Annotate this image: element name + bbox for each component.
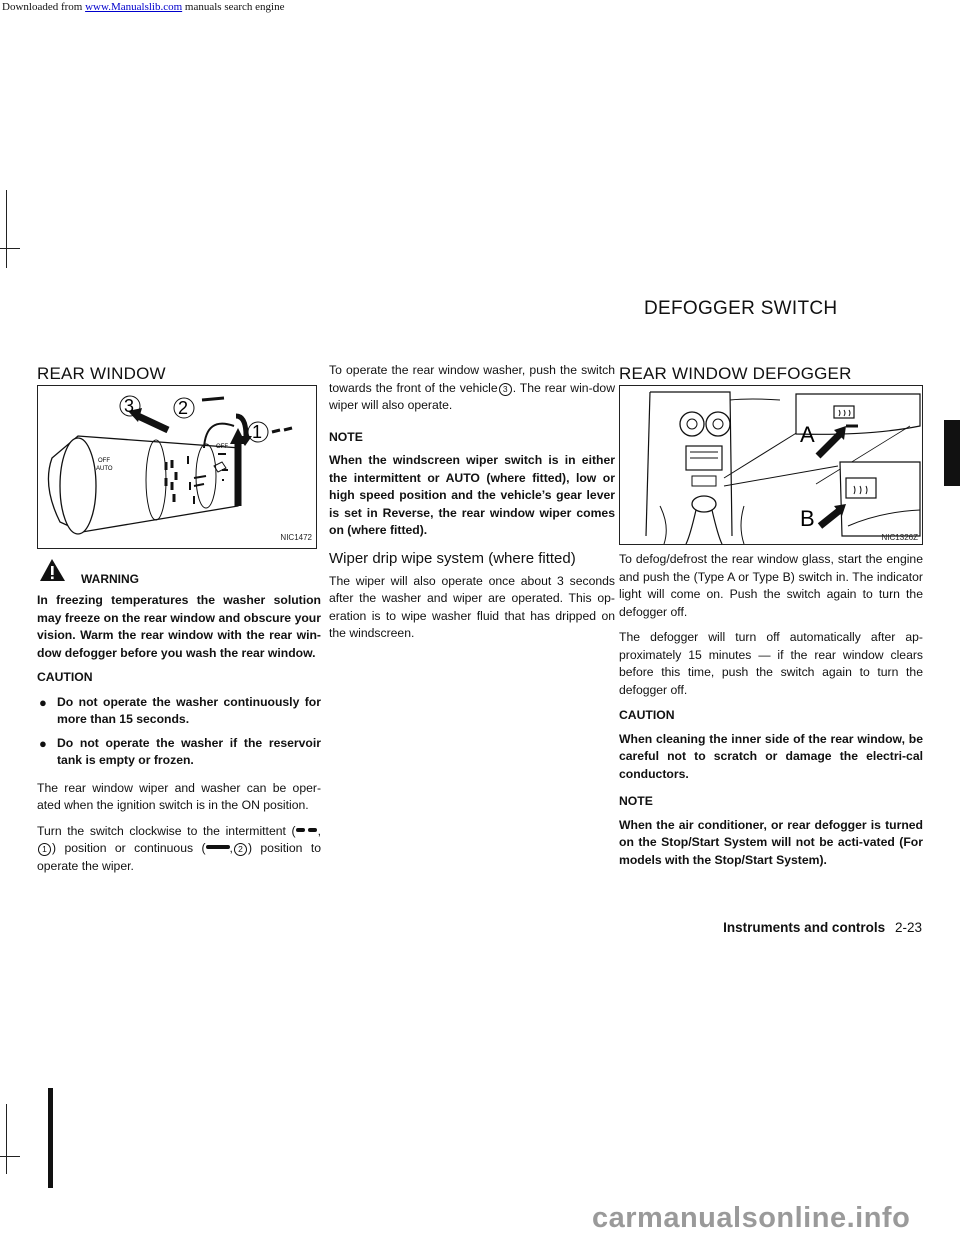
- caution-label: CAUTION: [619, 708, 675, 722]
- page-number: 2-23: [894, 920, 922, 935]
- warning-triangle-icon: [39, 558, 67, 582]
- caution-label: CAUTION: [37, 670, 93, 684]
- note-text: When the air conditioner, or rear defogger is turned on the Stop/Start System will not be acti-vated (For models with the Stop/Start System).: [619, 817, 923, 867]
- figure-label-a: A: [800, 422, 815, 447]
- text-span: ,: [229, 841, 233, 855]
- warning-label: WARNING: [81, 572, 139, 586]
- note-label: NOTE: [619, 794, 653, 808]
- page-footer: [700, 920, 922, 935]
- switch-label-text: OFF: [216, 444, 228, 450]
- wiper-switch-illustration: [38, 386, 316, 548]
- warning-text: In freezing temperatures the washer solution may freeze on the rear window and obscure your vision. Warm the rear window with the rear win-dow defogger before you wash the rear window.: [37, 593, 321, 660]
- paragraph: The wiper will also operate once about 3 seconds after the washer and wiper are operated. This op-eration is to wipe washer fluid that has dripped on the windscreen.: [329, 573, 615, 640]
- caution-bullet-text: Do not operate the washer if the reservoir tank is empty or frozen.: [57, 735, 321, 767]
- chapter-tab: [944, 420, 960, 486]
- paragraph: [37, 823, 321, 876]
- watermark: carmanualsonline.info: [592, 1202, 911, 1234]
- continuous-symbol-icon: [206, 844, 230, 851]
- paragraph: The defogger will turn off automatically after ap-proximately 15 minutes — if the rear window clears before this time, push the switch again to turn the defogger off.: [619, 630, 923, 697]
- bullet-dot-icon: ●: [39, 735, 47, 751]
- caution-text: When cleaning the inner side of the rear window, be careful not to scratch or damage the electri-cal conductors.: [619, 731, 923, 781]
- crop-mark: [0, 248, 20, 249]
- caution-bullet-text: Do not operate the washer continuously for more than 15 seconds.: [57, 694, 321, 726]
- margin-bar: [48, 1088, 53, 1188]
- figure-label-1: 1: [252, 422, 263, 442]
- drip-wipe-subheading: Wiper drip wipe system (where fitted): [329, 549, 576, 567]
- note-text: When the windscreen wiper switch is in either the intermittent or AUTO (where fitted), low or high speed position and the vehicle’s gear lever is set in Reverse, the rear window wiper comes on (where fitted).: [329, 453, 615, 537]
- col3-body: [619, 551, 923, 869]
- text-span: ) position to operate the wiper.: [37, 841, 321, 873]
- download-prefix: Downloaded from: [2, 1, 86, 13]
- crop-mark: [6, 190, 7, 268]
- download-header: [2, 1, 284, 13]
- crop-mark: [6, 1104, 7, 1174]
- rear-wiper-switch-figure: [37, 385, 317, 549]
- bullet-dot-icon: ●: [39, 694, 47, 710]
- circled-number: 3: [499, 383, 512, 396]
- figure-label-3: 3: [124, 396, 135, 416]
- defogger-switch-figure: [619, 385, 923, 545]
- figure-code: NIC1472: [280, 533, 312, 542]
- circled-number: 1: [38, 843, 51, 856]
- dashboard-illustration: [620, 386, 922, 544]
- circled-number: 2: [234, 843, 247, 856]
- paragraph: To defog/defrost the rear window glass, start the engine and push the (Type A or Type B) switch in. The indicator light will come on. Push the switch again to turn the defogger off.: [619, 552, 923, 619]
- text-span: ) position or continuous (: [52, 841, 206, 855]
- figure-label-b: B: [800, 506, 815, 531]
- paragraph: The rear window wiper and washer can be oper-ated when the ignition switch is in the ON position.: [37, 780, 321, 812]
- section-title: DEFOGGER SWITCH: [644, 298, 838, 319]
- text-span: To operate the rear window washer, push the switch towards the front of the vehicle: [329, 363, 615, 395]
- col1-body: [37, 592, 321, 875]
- intermittent-symbol-icon: [296, 827, 318, 834]
- rear-defogger-heading: REAR WINDOW DEFOGGER: [619, 364, 852, 383]
- manualslib-link[interactable]: www.Manualslib.com: [85, 1, 183, 13]
- note-label: NOTE: [329, 429, 363, 444]
- paragraph: [329, 362, 615, 415]
- text-span: Turn the switch clockwise to the intermittent (: [37, 823, 296, 838]
- figure-code: NIC1326Z: [881, 533, 918, 542]
- col2-body: [329, 362, 615, 643]
- text-span: . The rear win-dow wiper will also operate.: [329, 380, 616, 412]
- rear-window-heading: REAR WINDOW: [37, 364, 166, 383]
- crop-mark: [0, 1156, 20, 1157]
- switch-label-text: AUTO: [96, 466, 113, 472]
- chapter-name: Instruments and controls: [723, 920, 886, 935]
- text-span: ,: [317, 823, 321, 838]
- caution-bullet: [37, 735, 321, 770]
- switch-label-text: OFF: [98, 458, 110, 464]
- warning-header: [37, 558, 237, 586]
- download-suffix: manuals search engine: [182, 1, 285, 13]
- figure-label-2: 2: [178, 398, 189, 418]
- caution-bullet: [37, 694, 321, 729]
